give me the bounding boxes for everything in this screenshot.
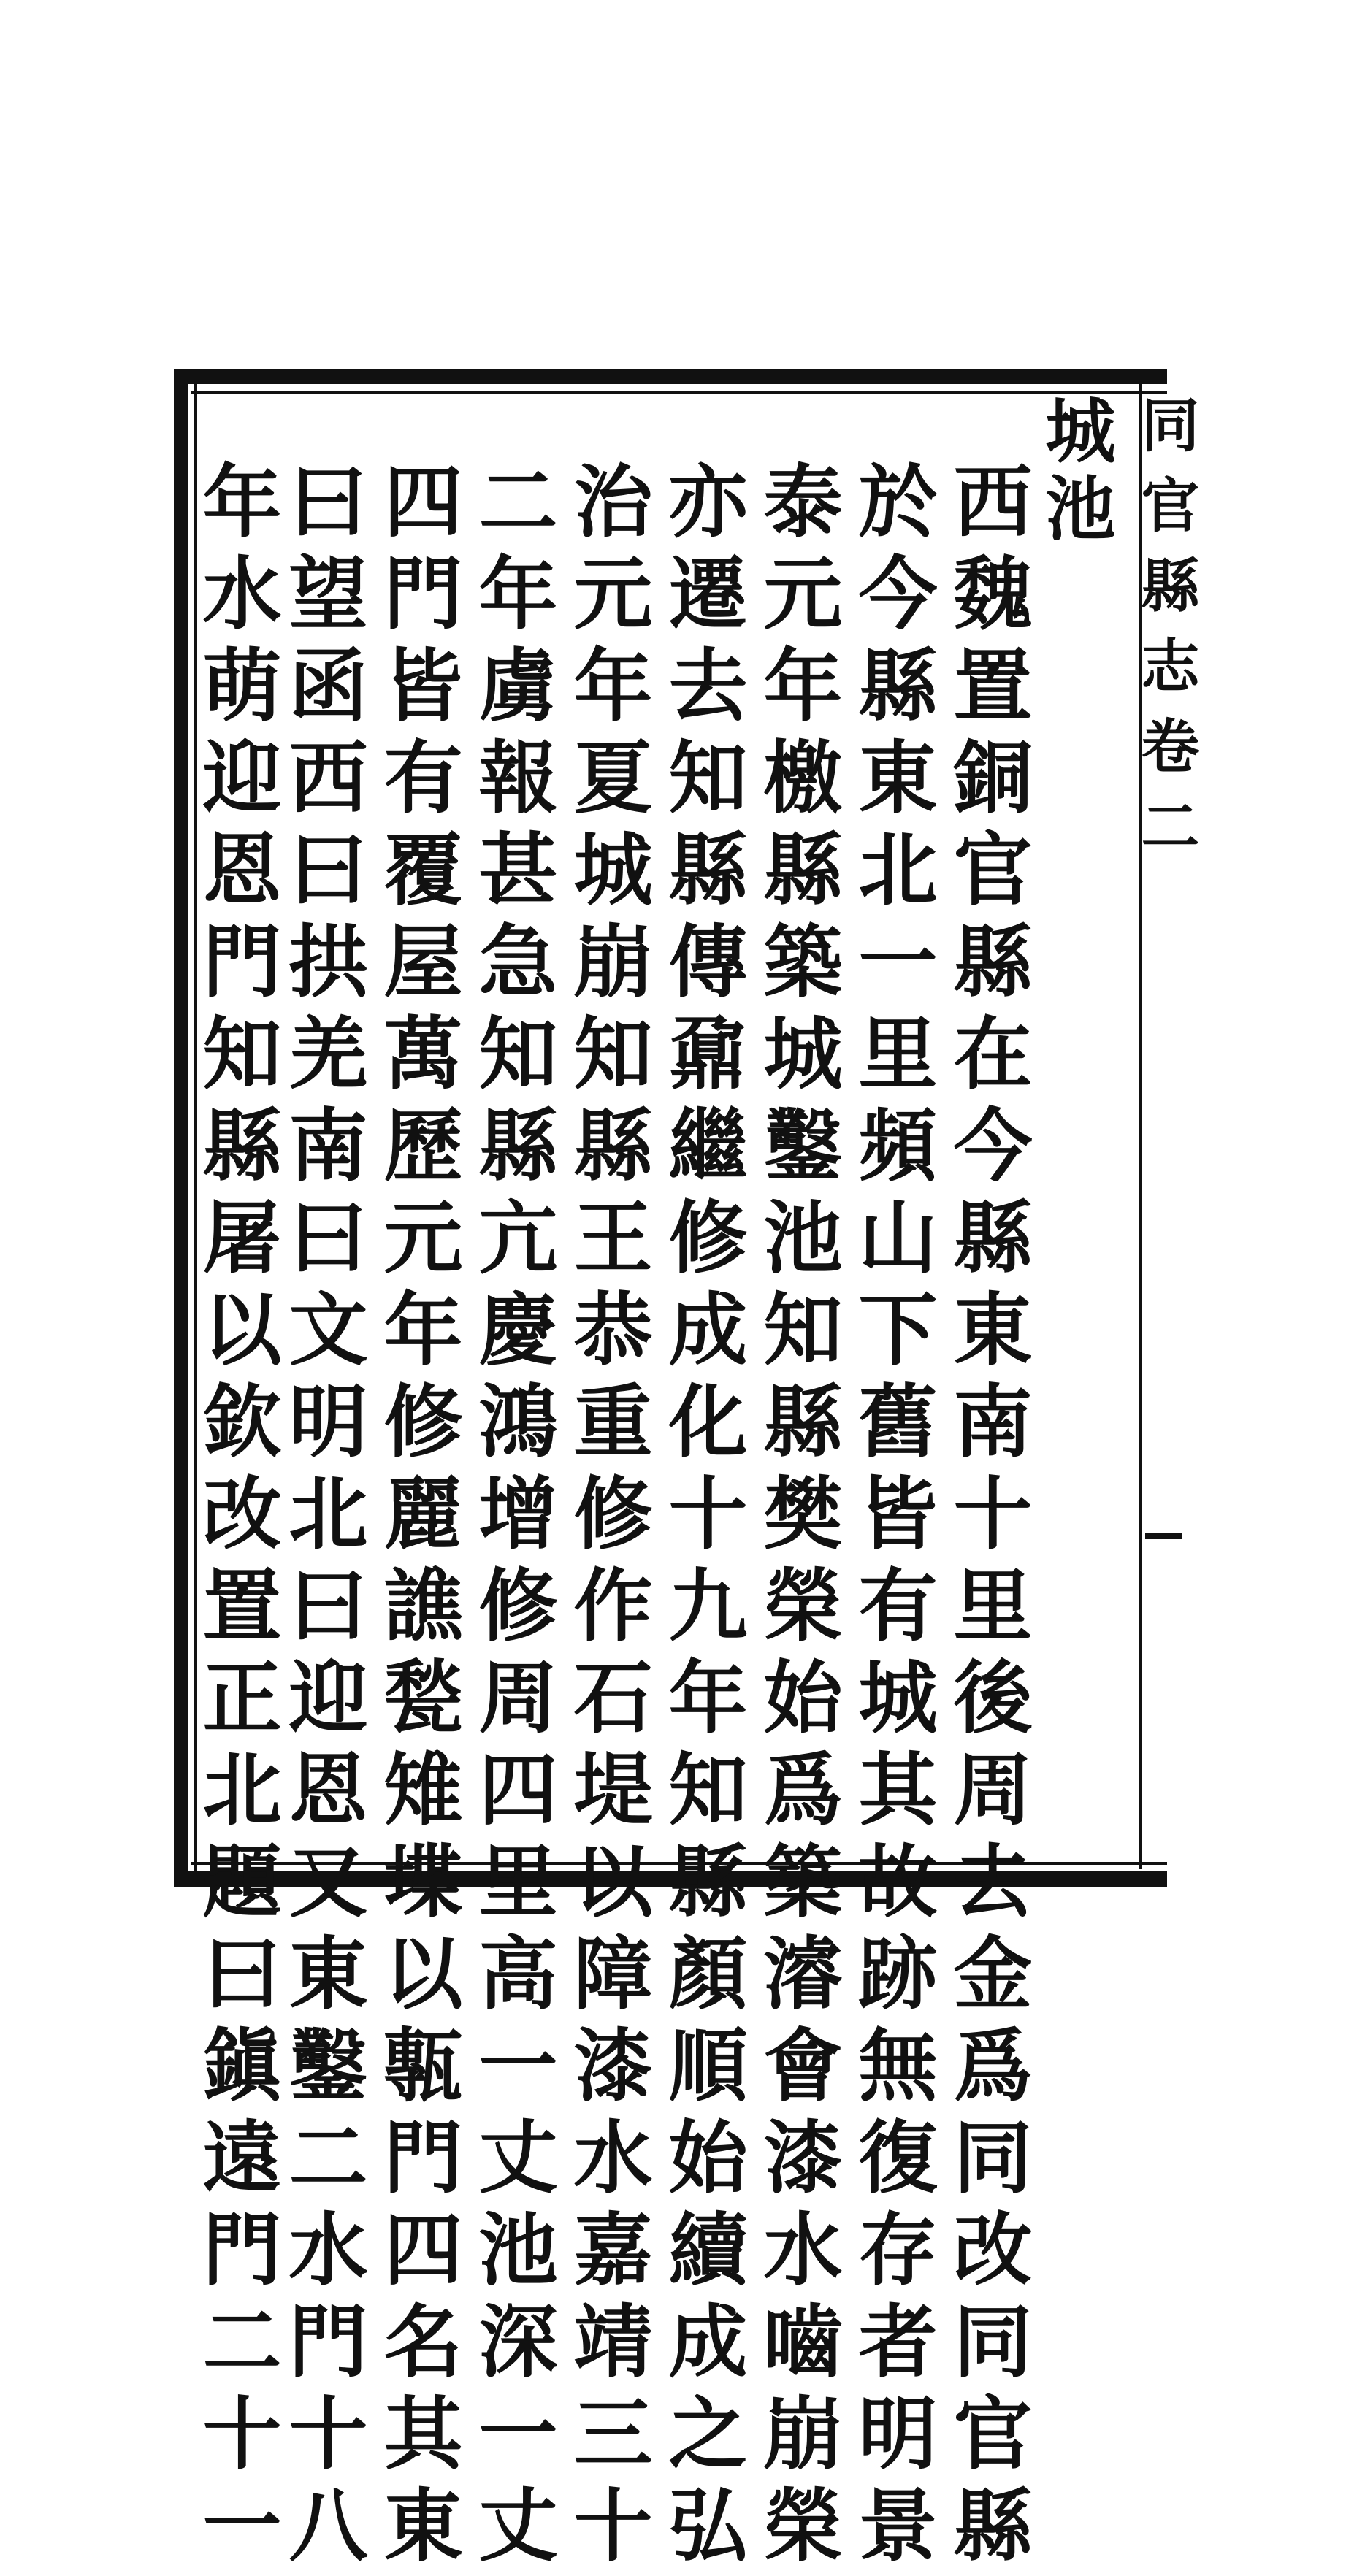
- text-column-5: 治元年夏城崩知縣王恭重修作石堤以障漆水嘉靖三十: [560, 460, 652, 2576]
- text-column-2: 於今縣東北一里頻山下舊皆有城其故跡無復存者明景: [845, 460, 937, 2576]
- text-column-4: 亦遷去知縣傳鼐繼修成化十九年知縣顏順始續成之弘: [655, 460, 747, 2576]
- banxin-juan: 卷二: [1131, 716, 1200, 876]
- banxin-title: [1131, 394, 1200, 1051]
- folio-number: [1145, 1533, 1182, 1539]
- text-column-9: 年水萌迎恩門知縣屠以欽改置正北題曰鎭遠門二十一: [189, 460, 281, 2576]
- text-column-3: 泰元年檄縣築城鑿池知縣樊榮始爲築濬會漆水嚙崩榮: [750, 460, 842, 2576]
- banxin-book-title: 同官縣志: [1131, 394, 1200, 716]
- page-frame-top-inner: [191, 391, 1167, 394]
- page-frame-top: [174, 369, 1167, 384]
- text-column-7: 四門皆有覆屋萬歷元年修麗譙甃雉堞以甎門四名其東: [370, 460, 462, 2576]
- page-frame-left: [174, 369, 188, 1887]
- text-column-6: 二年虜報甚急知縣亢慶鴻增修周四里高一丈池深一丈: [465, 460, 557, 2576]
- section-heading: 城池: [1034, 394, 1117, 549]
- text-column-8: 曰望函西曰拱羌南曰文明北曰迎恩又東鑿二水門十八: [275, 460, 367, 2576]
- text-column-1: 西魏置銅官縣在今縣東南十里後周去金爲同改同官縣: [940, 460, 1032, 2576]
